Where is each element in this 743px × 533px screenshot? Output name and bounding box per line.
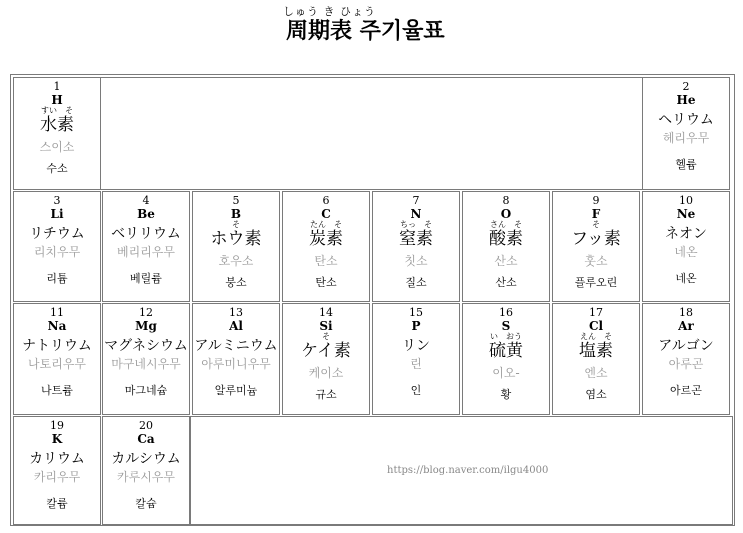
atomic-number: 7 xyxy=(412,194,420,207)
element-cell-mg xyxy=(102,303,190,415)
element-symbol: F xyxy=(591,207,601,221)
korean-name: 붕소 xyxy=(225,276,247,289)
element-cell-h xyxy=(13,77,101,190)
element-cell-f xyxy=(552,191,640,302)
periodic-table xyxy=(10,74,735,526)
korean-name: 네온 xyxy=(675,272,697,285)
japanese-name: フッ素 xyxy=(571,229,621,249)
furigana: そ xyxy=(592,220,600,229)
korean-reading: 베리리우무 xyxy=(117,245,175,259)
element-symbol: C xyxy=(321,207,331,221)
japanese-name: 塩素 xyxy=(579,341,613,361)
element-cell-n xyxy=(372,191,460,302)
element-symbol: Ne xyxy=(676,207,696,221)
element-symbol: H xyxy=(51,93,63,107)
korean-reading: 탄소 xyxy=(314,254,338,268)
atomic-number: 8 xyxy=(502,194,510,207)
korean-name: 아르곤 xyxy=(670,384,702,397)
atomic-number: 16 xyxy=(499,306,513,319)
furigana: ちっ そ xyxy=(400,220,432,229)
atomic-number: 14 xyxy=(319,306,333,319)
korean-name: 알루미늄 xyxy=(214,384,258,397)
atomic-number: 18 xyxy=(679,306,693,319)
korean-reading: 린 xyxy=(410,357,422,371)
japanese-name: リン xyxy=(402,338,430,354)
korean-name: 탄소 xyxy=(315,276,337,289)
korean-name: 칼륨 xyxy=(46,497,68,510)
element-cell-cl xyxy=(552,303,640,415)
element-symbol: He xyxy=(676,93,696,107)
japanese-name: 水素 xyxy=(40,115,74,135)
atomic-number: 2 xyxy=(682,80,690,93)
element-symbol: Li xyxy=(50,207,64,221)
furigana: さん そ xyxy=(490,220,522,229)
korean-reading: 아루미니우무 xyxy=(201,357,271,371)
element-symbol: Al xyxy=(229,319,243,333)
page-title: 周期表 주기율표 xyxy=(286,19,445,44)
atomic-number: 10 xyxy=(679,194,693,207)
atomic-number: 1 xyxy=(53,80,61,93)
korean-reading: 이오- xyxy=(492,366,520,380)
japanese-name: ベリリウム xyxy=(111,226,181,242)
atomic-number: 15 xyxy=(409,306,423,319)
element-symbol: Mg xyxy=(135,319,157,333)
korean-name: 리튬 xyxy=(46,272,68,285)
japanese-name: カルシウム xyxy=(111,451,181,467)
furigana: そ xyxy=(232,220,240,229)
japanese-name: アルミニウム xyxy=(194,338,278,354)
korean-reading: 호우소 xyxy=(218,254,254,268)
japanese-name: 炭素 xyxy=(309,229,343,249)
korean-name: 규소 xyxy=(315,388,337,401)
japanese-name: マグネシウム xyxy=(104,338,188,354)
element-cell-na xyxy=(13,303,101,415)
korean-name: 헬륨 xyxy=(675,158,697,171)
title-ruby: しゅう き ひょう xyxy=(283,5,376,18)
furigana: そ xyxy=(322,332,330,341)
element-symbol: B xyxy=(230,207,242,221)
korean-name: 질소 xyxy=(405,276,427,289)
atomic-number: 9 xyxy=(592,194,600,207)
element-cell-k xyxy=(13,416,101,525)
furigana: えん そ xyxy=(580,332,612,341)
element-symbol: S xyxy=(501,319,511,333)
header xyxy=(0,0,743,50)
japanese-name: リチウム xyxy=(29,226,85,242)
credit-url: https://blog.naver.com/ilgu4000 xyxy=(387,465,549,476)
korean-reading: 스이소 xyxy=(39,140,75,154)
atomic-number: 3 xyxy=(53,194,61,207)
korean-reading: 엔소 xyxy=(584,366,608,380)
korean-reading: 카리우무 xyxy=(33,470,81,484)
korean-reading: 칫소 xyxy=(404,254,428,268)
element-symbol: Na xyxy=(47,319,67,333)
korean-reading: 훗소 xyxy=(584,254,608,268)
element-symbol: Ar xyxy=(678,319,694,333)
element-cell-al xyxy=(192,303,280,415)
japanese-name: ホウ素 xyxy=(210,229,262,249)
korean-reading: 네온 xyxy=(674,245,698,259)
korean-reading: 마구네시우무 xyxy=(111,357,181,371)
element-cell-ar xyxy=(642,303,730,415)
element-cell-o xyxy=(462,191,550,302)
japanese-name: ネオン xyxy=(665,226,707,242)
japanese-name: 酸素 xyxy=(489,229,523,249)
korean-reading: 케이소 xyxy=(308,366,344,380)
atomic-number: 17 xyxy=(589,306,603,319)
korean-name: 마그네슘 xyxy=(124,384,168,397)
element-symbol: O xyxy=(500,207,512,221)
element-symbol: Ca xyxy=(137,432,155,446)
japanese-name: カリウム xyxy=(29,451,85,467)
element-cell-li xyxy=(13,191,101,302)
element-cell-c xyxy=(282,191,370,302)
korean-reading: 산소 xyxy=(494,254,518,268)
korean-reading: 카루시우무 xyxy=(117,470,175,484)
korean-name: 수소 xyxy=(46,162,68,175)
atomic-number: 11 xyxy=(50,306,64,319)
element-symbol: P xyxy=(411,319,421,333)
korean-name: 나트륨 xyxy=(41,384,73,397)
element-symbol: K xyxy=(51,432,63,446)
element-cell-he xyxy=(642,77,730,190)
japanese-name: 窒素 xyxy=(399,229,433,249)
empty-span-row1 xyxy=(100,77,643,190)
element-cell-ca xyxy=(102,416,190,525)
korean-name: 칼슘 xyxy=(135,497,157,510)
element-symbol: Cl xyxy=(588,319,604,333)
korean-name: 산소 xyxy=(495,276,517,289)
korean-reading: 헤리우무 xyxy=(662,131,710,145)
element-cell-s xyxy=(462,303,550,415)
korean-name: 염소 xyxy=(585,388,607,401)
furigana: い おう xyxy=(490,332,522,341)
atomic-number: 4 xyxy=(142,194,150,207)
korean-name: 황 xyxy=(500,388,512,401)
atomic-number: 6 xyxy=(322,194,330,207)
japanese-name: ナトリウム xyxy=(22,338,92,354)
korean-reading: 아루곤 xyxy=(668,357,704,371)
element-cell-p xyxy=(372,303,460,415)
japanese-name: ケイ素 xyxy=(301,341,351,361)
korean-reading: 리치우무 xyxy=(33,245,81,259)
element-cell-b xyxy=(192,191,280,302)
japanese-name: アルゴン xyxy=(658,338,714,354)
atomic-number: 13 xyxy=(229,306,243,319)
element-symbol: Si xyxy=(319,319,333,333)
atomic-number: 19 xyxy=(50,419,64,432)
japanese-name: 硫黄 xyxy=(489,341,523,361)
korean-name: 인 xyxy=(410,384,422,397)
element-cell-si xyxy=(282,303,370,415)
atomic-number: 12 xyxy=(139,306,153,319)
credit-area xyxy=(190,416,733,525)
furigana: たん そ xyxy=(310,220,342,229)
atomic-number: 5 xyxy=(232,194,240,207)
korean-name: 플루오린 xyxy=(574,276,618,289)
element-symbol: N xyxy=(410,207,422,221)
element-cell-be xyxy=(102,191,190,302)
korean-reading: 나토리우무 xyxy=(28,357,86,371)
element-symbol: Be xyxy=(137,207,155,221)
korean-name: 베릴륨 xyxy=(130,272,162,285)
japanese-name: ヘリウム xyxy=(658,112,714,128)
atomic-number: 20 xyxy=(139,419,153,432)
furigana: すい そ xyxy=(41,106,73,115)
element-cell-ne xyxy=(642,191,730,302)
